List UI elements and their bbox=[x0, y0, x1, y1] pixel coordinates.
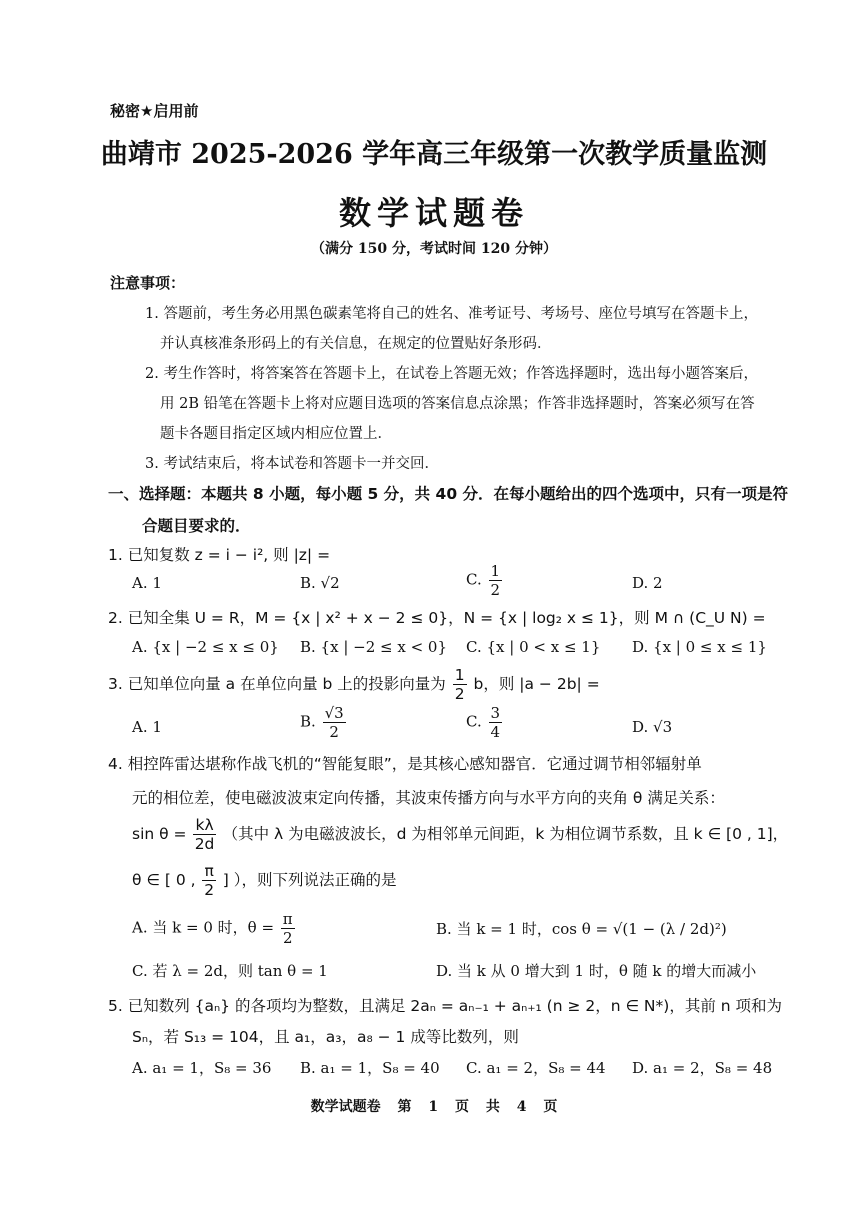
numerator: 1 bbox=[490, 562, 501, 580]
q5-option-b: B. a₁ = 1，S₈ = 40 bbox=[300, 1059, 440, 1077]
notice-item: 并认真核准条形码上的有关信息，在规定的位置贴好条形码． bbox=[160, 336, 552, 352]
question-4-line: 4. 相控阵雷达堪称作战飞机的“智能复眼”，是其核心感知器官．它通过调节相邻辐射单 bbox=[108, 755, 702, 773]
formula-text: ] ），则下列说法正确的是 bbox=[222, 871, 397, 889]
exam-title: 曲靖市 2025-2026 学年高三年级第一次教学质量监测 bbox=[100, 139, 768, 170]
q5-option-a: A. a₁ = 1，S₈ = 36 bbox=[132, 1059, 272, 1077]
page-footer: 数学试题卷 第 1 页 共 4 页 bbox=[310, 1099, 558, 1115]
q3-option-c bbox=[466, 704, 504, 741]
q4-option-b: B. 当 k = 1 时，cos θ = √(1 − (λ / 2d)²) bbox=[436, 920, 727, 938]
numerator: π bbox=[282, 910, 293, 928]
q1-option-a: A. 1 bbox=[132, 574, 162, 592]
subject-title: 数学试题卷 bbox=[338, 194, 529, 232]
numerator: √3 bbox=[324, 704, 344, 722]
denominator: 2 bbox=[454, 685, 465, 703]
stem-text: b，则 |a − 2b| = bbox=[473, 675, 600, 693]
formula-text: sin θ = bbox=[132, 825, 187, 843]
question-5-line: Sₙ，若 S₁₃ = 104，且 a₁，a₃，a₈ − 1 成等比数列，则 bbox=[132, 1028, 519, 1046]
fraction bbox=[281, 910, 295, 947]
question-5-line: 5. 已知数列 {aₙ} 的各项均为整数，且满足 2aₙ = aₙ₋₁ + aₙ₊₁ (n ≥ 2，n ∈ N*)，其前 n 项和为 bbox=[108, 997, 783, 1015]
stem-text: 3. 已知单位向量 a 在单位向量 b 上的投影向量为 bbox=[108, 675, 446, 693]
notice-item: 题卡各题目指定区域内相应位置上． bbox=[160, 426, 392, 442]
option-label: B. bbox=[300, 712, 316, 731]
q5-option-c: C. a₁ = 2，S₈ = 44 bbox=[466, 1059, 606, 1077]
fraction bbox=[323, 704, 346, 741]
formula-text: （其中 λ 为电磁波波长，d 为相邻单元间距，k 为相位调节系数，且 k ∈ [0 , 1]， bbox=[222, 825, 789, 843]
fraction bbox=[489, 704, 503, 741]
question-2-stem: 2. 已知全集 U = R，M = {x | x² + x − 2 ≤ 0}，N = {x | log₂ x ≤ 1}，则 M ∩ (C_U N) = bbox=[108, 609, 766, 627]
numerator: π bbox=[204, 862, 214, 880]
q4-option-a bbox=[132, 910, 297, 947]
numerator: kλ bbox=[195, 816, 214, 834]
exam-note: （满分 150 分，考试时间 120 分钟） bbox=[311, 241, 557, 257]
denominator: 2 bbox=[282, 929, 293, 947]
question-3-stem bbox=[108, 666, 600, 703]
denominator: 2 bbox=[204, 881, 215, 899]
denominator: 2 bbox=[490, 581, 501, 599]
option-label: C. bbox=[466, 570, 482, 589]
q4-option-d: D. 当 k 从 0 增大到 1 时，θ 随 k 的增大而减小 bbox=[436, 962, 757, 980]
option-text: A. 当 k = 0 时，θ = bbox=[132, 918, 275, 937]
question-4-line bbox=[132, 816, 788, 853]
denominator: 2 bbox=[329, 723, 339, 741]
notice-item: 用 2B 铅笔在答题卡上将对应题目选项的答案信息点涂黑；作答非选择题时，答案必须写在答 bbox=[160, 396, 755, 412]
notice-title: 注意事项： bbox=[110, 274, 186, 292]
fraction bbox=[193, 816, 215, 853]
q2-option-c: C. {x | 0 < x ≤ 1} bbox=[466, 638, 601, 656]
section-heading-cont: 合题目要求的． bbox=[142, 517, 251, 535]
denominator: 2d bbox=[194, 835, 215, 853]
notice-item: 3. 考试结束后，将本试卷和答题卡一并交回． bbox=[145, 456, 439, 472]
q2-option-a: A. {x | −2 ≤ x ≤ 0} bbox=[132, 638, 279, 656]
fraction bbox=[489, 562, 503, 599]
option-label: C. bbox=[466, 712, 482, 731]
q4-option-c: C. 若 λ = 2d，则 tan θ = 1 bbox=[132, 962, 328, 980]
fraction bbox=[202, 862, 215, 899]
question-1-stem: 1. 已知复数 z = i − i², 则 |z| = bbox=[108, 546, 331, 564]
q1-option-d: D. 2 bbox=[632, 574, 663, 592]
numerator: 3 bbox=[490, 704, 501, 722]
numerator: 1 bbox=[454, 666, 465, 684]
notice-item: 2. 考生作答时，将答案答在答题卡上，在试卷上答题无效；作答选择题时，选出每小题答案后， bbox=[145, 366, 758, 382]
q1-option-c bbox=[466, 562, 504, 599]
confidential-mark: 秘密★启用前 bbox=[110, 102, 199, 120]
formula-text: θ ∈ [ 0 , bbox=[132, 871, 196, 889]
q2-option-b: B. {x | −2 ≤ x < 0} bbox=[300, 638, 448, 656]
q3-option-d: D. √3 bbox=[632, 718, 673, 736]
denominator: 4 bbox=[490, 723, 501, 741]
q1-option-b: B. √2 bbox=[300, 574, 340, 592]
question-4-line: 元的相位差，使电磁波波束定向传播，其波束传播方向与水平方向的夹角 θ 满足关系： bbox=[132, 789, 725, 807]
fraction bbox=[453, 666, 467, 703]
section-heading: 一、选择题：本题共 8 小题，每小题 5 分，共 40 分．在每小题给出的四个选项中，只有一项是符 bbox=[108, 485, 789, 503]
q2-option-d: D. {x | 0 ≤ x ≤ 1} bbox=[632, 638, 767, 656]
q5-option-d: D. a₁ = 2，S₈ = 48 bbox=[632, 1059, 773, 1077]
notice-item: 1. 答题前，考生务必用黑色碳素笔将自己的姓名、准考证号、考场号、座位号填写在答题卡上， bbox=[145, 306, 758, 322]
q3-option-a: A. 1 bbox=[132, 718, 162, 736]
q3-option-b bbox=[300, 704, 348, 741]
question-4-line bbox=[132, 862, 396, 899]
